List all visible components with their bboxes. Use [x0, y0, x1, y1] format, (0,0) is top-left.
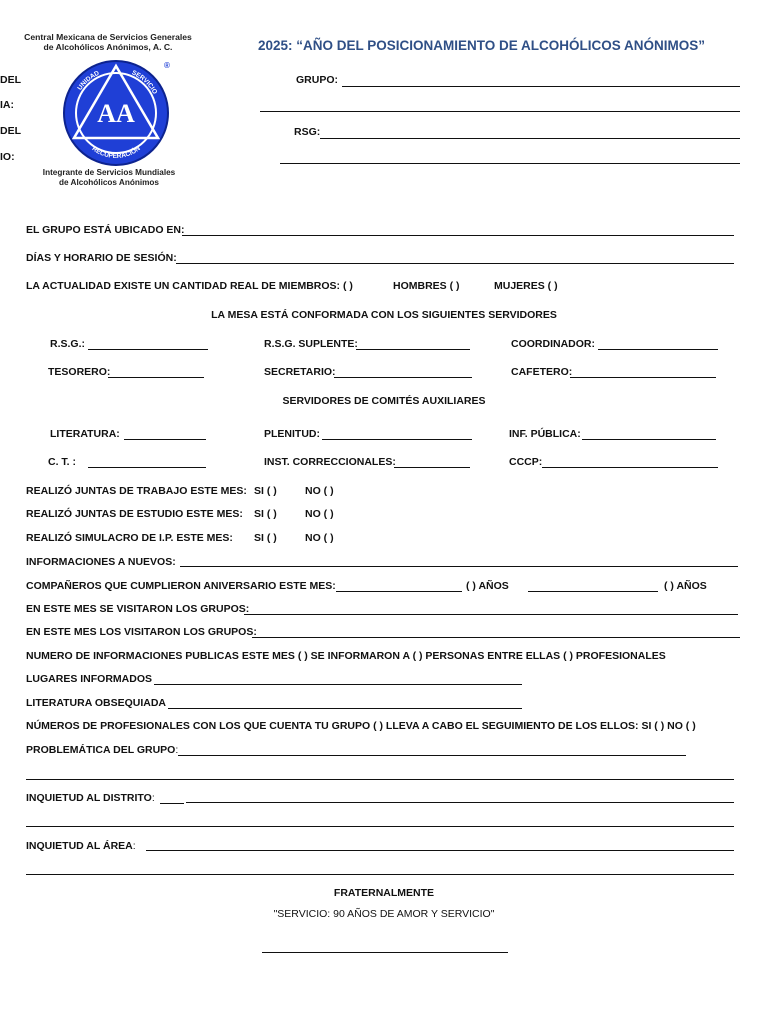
juntas-trabajo-no[interactable]: NO ( )	[305, 485, 334, 497]
secretario-field[interactable]	[334, 377, 472, 378]
signature-line[interactable]	[262, 952, 508, 953]
inf-publica-field[interactable]	[582, 439, 716, 440]
problematica-field[interactable]	[178, 755, 686, 756]
literatura-label: LITERATURA:	[50, 428, 120, 440]
rsg-suplente-label: R.S.G. SUPLENTE:	[264, 338, 358, 350]
org-name-line2: de Alcohólicos Anónimos, A. C.	[43, 42, 173, 52]
org-name	[22, 32, 194, 52]
juntas-trabajo-si[interactable]: SI ( )	[254, 485, 277, 497]
mujeres-label[interactable]: MUJERES ( )	[494, 280, 558, 292]
logo-word-servicio: SERVICIO	[130, 69, 159, 96]
ct-label: C. T. :	[48, 456, 76, 468]
simulacro-si[interactable]: SI ( )	[254, 532, 277, 544]
se-visitaron-label: EN ESTE MES SE VISITARON LOS GRUPOS:	[26, 603, 250, 615]
lugares-label: LUGARES INFORMADOS	[26, 673, 152, 685]
literatura-field[interactable]	[124, 439, 206, 440]
anos-2[interactable]: ( ) AÑOS	[664, 580, 707, 592]
year-motto: 2025: “AÑO DEL POSICIONAMIENTO DE ALCOHÓLICOS ANÓNIMOS”	[258, 38, 706, 53]
rsg-label: R.S.G.:	[50, 338, 86, 350]
tesorero-field[interactable]	[108, 377, 204, 378]
aniversario-field-1[interactable]	[336, 591, 462, 592]
cccp-field[interactable]	[542, 467, 718, 468]
informaciones-field[interactable]	[180, 566, 738, 567]
registered-mark: ®	[164, 61, 170, 70]
inst-field[interactable]	[394, 467, 470, 468]
area-field-2[interactable]	[26, 874, 734, 875]
info-publicas-label[interactable]: NUMERO DE INFORMACIONES PUBLICAS ESTE MES ( ) SE INFORMARON A ( ) PERSONAS ENTRE ELLAS ( ) PROFESIONALES	[26, 650, 666, 662]
closing-lema: "SERVICIO: 90 AÑOS DE AMOR Y SERVICIO"	[273, 908, 495, 920]
member-line2: de Alcohólicos Anónimos	[59, 178, 159, 187]
lugares-field[interactable]	[154, 684, 522, 685]
plenitud-field[interactable]	[322, 439, 472, 440]
fraternalmente: FRATERNALMENTE	[333, 887, 435, 899]
juntas-estudio-si[interactable]: SI ( )	[254, 508, 277, 520]
area-field[interactable]	[146, 850, 734, 851]
left-cut-3: DEL	[0, 125, 21, 137]
distrito-field-start[interactable]	[160, 803, 184, 804]
area-text: INQUIETUD AL ÁREA	[26, 840, 133, 852]
secretario-label: SECRETARIO:	[264, 366, 336, 378]
miembros-label[interactable]: LA ACTUALIDAD EXISTE UN CANTIDAD REAL DE MIEMBROS: ( )	[26, 280, 353, 292]
juntas-estudio-no[interactable]: NO ( )	[305, 508, 334, 520]
informaciones-label: INFORMACIONES A NUEVOS:	[26, 556, 176, 568]
juntas-trabajo-label: REALIZÓ JUNTAS DE TRABAJO ESTE MES:	[26, 485, 247, 497]
grupo-label: GRUPO:	[296, 74, 338, 86]
rsg-field[interactable]	[88, 349, 208, 350]
literatura-obs-label: LITERATURA OBSEQUIADA	[26, 697, 166, 709]
problematica-text: PROBLEMÁTICA DEL GRUPO	[26, 744, 176, 756]
distrito-colon: :	[151, 792, 155, 804]
mesa-title: LA MESA ESTÁ CONFORMADA CON LOS SIGUIENTES SERVIDORES	[211, 309, 557, 321]
grupo-field-2[interactable]	[260, 111, 740, 112]
horario-label: DÍAS Y HORARIO DE SESIÓN:	[26, 252, 177, 264]
cccp-label: CCCP:	[509, 456, 543, 468]
grupo-field[interactable]	[342, 86, 740, 87]
los-visitaron-label: EN ESTE MES LOS VISITARON LOS GRUPOS:	[26, 626, 257, 638]
ct-field[interactable]	[88, 467, 206, 468]
logo-letters: AA	[97, 99, 135, 128]
ubicado-label: EL GRUPO ESTÁ UBICADO EN:	[26, 224, 185, 236]
distrito-label	[26, 792, 155, 804]
aniversario-label: COMPAÑEROS QUE CUMPLIERON ANIVERSARIO ESTE MES:	[26, 580, 336, 592]
logo-word-unidad: UNIDAD	[76, 69, 101, 92]
left-cut-1: DEL	[0, 74, 21, 86]
rsg-header-label: RSG:	[294, 126, 321, 138]
anos-1[interactable]: ( ) AÑOS	[466, 580, 509, 592]
literatura-obs-field[interactable]	[168, 708, 522, 709]
left-cut-2: IA:	[0, 99, 14, 111]
ubicado-field[interactable]	[182, 235, 734, 236]
aa-logo-icon	[60, 58, 172, 168]
rsg-suplente-field[interactable]	[356, 349, 470, 350]
inf-publica-label: INF. PÚBLICA:	[509, 428, 581, 440]
org-name-line1: Central Mexicana de Servicios Generales	[24, 32, 192, 42]
member-name	[30, 168, 188, 188]
area-label	[26, 840, 136, 852]
juntas-estudio-label: REALIZÓ JUNTAS DE ESTUDIO ESTE MES:	[26, 508, 243, 520]
simulacro-no[interactable]: NO ( )	[305, 532, 334, 544]
plenitud-label: PLENITUD:	[264, 428, 320, 440]
coordinador-field[interactable]	[598, 349, 718, 350]
profesionales-label[interactable]: NÚMEROS DE PROFESIONALES CON LOS QUE CUENTA TU GRUPO ( ) LLEVA A CABO EL SEGUIMIENTO DE LOS ELLOS: SI ( ) NO ( )	[26, 720, 696, 732]
distrito-text: INQUIETUD AL DISTRITO	[26, 792, 152, 804]
inst-label: INST. CORRECCIONALES:	[264, 456, 396, 468]
los-visitaron-field[interactable]	[252, 637, 740, 638]
simulacro-label: REALIZÓ SIMULACRO DE I.P. ESTE MES:	[26, 532, 233, 544]
hombres-label[interactable]: HOMBRES ( )	[393, 280, 460, 292]
problematica-field-2[interactable]	[26, 779, 734, 780]
cafetero-label: CAFETERO:	[511, 366, 573, 378]
cafetero-field[interactable]	[570, 377, 716, 378]
coordinador-label: COORDINADOR:	[511, 338, 595, 350]
problematica-label	[26, 744, 178, 756]
comites-title: SERVIDORES DE COMITÉS AUXILIARES	[282, 395, 486, 407]
rsg-header-field-2[interactable]	[280, 163, 740, 164]
horario-field[interactable]	[176, 263, 734, 264]
left-cut-4: IO:	[0, 151, 15, 163]
aniversario-field-2[interactable]	[528, 591, 658, 592]
tesorero-label: TESORERO:	[48, 366, 111, 378]
distrito-field-2[interactable]	[26, 826, 734, 827]
member-line1: Integrante de Servicios Mundiales	[42, 168, 176, 177]
problematica-colon: :	[175, 744, 179, 756]
rsg-header-field[interactable]	[320, 138, 740, 139]
logo-word-recuperacion: RECUPERACIÓN	[90, 145, 142, 161]
distrito-field[interactable]	[186, 802, 734, 803]
area-colon: :	[132, 840, 136, 852]
se-visitaron-field[interactable]	[244, 614, 738, 615]
